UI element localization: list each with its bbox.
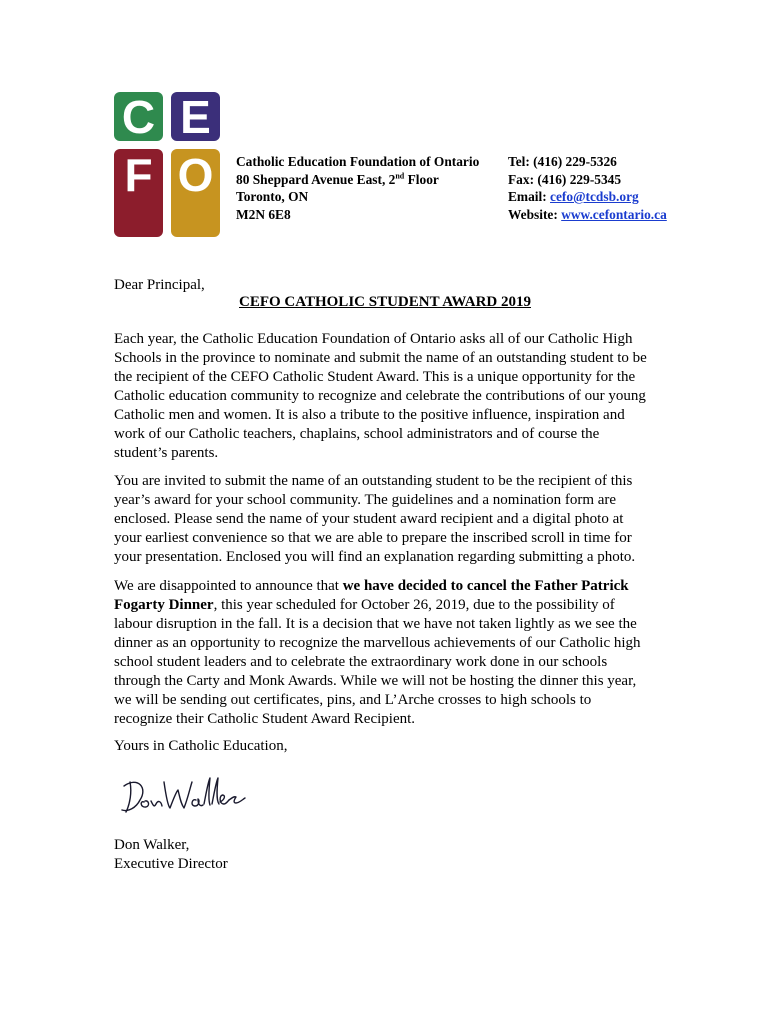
text-line: student’s parents. <box>114 445 219 461</box>
closing-line: Yours in Catholic Education, <box>114 738 288 754</box>
text-line: school student leaders and to celebrate the extraordinary work done in our schools <box>114 654 608 670</box>
website-line: Website: www.cefontario.ca <box>508 206 667 222</box>
paragraph-2 <box>114 472 659 567</box>
org-name: Catholic Education Foundation of Ontario <box>236 154 480 169</box>
logo-tile-o: O <box>171 149 220 237</box>
text-line: through the Carty and Monk Awards. While we will not be hosting the dinner this year, <box>114 673 637 689</box>
text-line: your presentation. Enclosed you will find an explanation regarding submitting a photo. <box>114 549 636 565</box>
paragraph-1 <box>114 330 659 463</box>
cefo-logo <box>114 92 220 237</box>
text-line: We are disappointed to announce that we have decided to cancel the Father Patrick <box>114 578 629 594</box>
text-line: recognize their Catholic Student Award Recipient. <box>114 711 416 727</box>
text-line: work of our Catholic teachers, chaplains, school administrators and of course the <box>114 426 600 442</box>
greeting: Dear Principal, <box>114 277 205 293</box>
signer-name: Don Walker, <box>114 837 190 853</box>
text-line: your earliest convenience so that we are able to prepare the inscribed scroll in time for <box>114 530 632 546</box>
email-line: Email: cefo@tcdsb.org <box>508 189 639 204</box>
logo-tile-c: C <box>114 92 163 141</box>
text-line: You are invited to submit the name of an outstanding student to be the recipient of this <box>114 473 633 489</box>
text-line: Schools in the province to nominate and submit the name of an outstanding student to be <box>114 350 647 366</box>
email-link[interactable]: cefo@tcdsb.org <box>550 189 639 204</box>
letter-subject: CEFO CATHOLIC STUDENT AWARD 2019 <box>239 294 531 310</box>
text-line: Fogarty Dinner, this year scheduled for October 26, 2019, due to the possibility of <box>114 597 615 613</box>
website-link[interactable]: www.cefontario.ca <box>561 206 667 222</box>
contact-block <box>508 153 667 223</box>
text-line: the recipient of the CEFO Catholic Student Award. This is a unique opportunity for the <box>114 369 636 385</box>
text-line: labour disruption in the fall. It is a decision that we have not taken lightly as we see the <box>114 616 637 632</box>
org-address-block <box>236 153 479 223</box>
telephone: Tel: (416) 229-5326 <box>508 154 617 169</box>
address-line: 80 Sheppard Avenue East, 2nd Floor <box>236 171 439 187</box>
logo-tile-e: E <box>171 92 220 141</box>
text-line: we will be sending out certificates, pins, and L’Arche crosses to high schools to <box>114 692 592 708</box>
postal-code: M2N 6E8 <box>236 206 291 222</box>
paragraph-3 <box>114 577 659 729</box>
text-line: Catholic men and women. It is also a tribute to the positive influence, inspiration and <box>114 407 625 423</box>
text-line: dinner as an opportunity to recognize the marvellous achievements of our Catholic high <box>114 635 641 651</box>
signer-block <box>114 836 228 874</box>
text-line: year’s award for your school community. The guidelines and a nomination form are <box>114 492 617 508</box>
bold-text: Fogarty Dinner <box>114 597 214 613</box>
text-line: Catholic education community to recognize and celebrate the contributions of our young <box>114 388 646 404</box>
signer-title: Executive Director <box>114 856 228 872</box>
city-line: Toronto, ON <box>236 189 309 204</box>
logo-tile-f: F <box>114 149 163 237</box>
handwritten-signature <box>118 770 248 820</box>
bold-text: we have decided to cancel the Father Patrick <box>342 578 629 594</box>
text-line: enclosed. Please send the name of your student award recipient and a digital photo at <box>114 511 624 527</box>
text-line: Each year, the Catholic Education Foundation of Ontario asks all of our Catholic High <box>114 331 633 347</box>
fax: Fax: (416) 229-5345 <box>508 171 622 187</box>
